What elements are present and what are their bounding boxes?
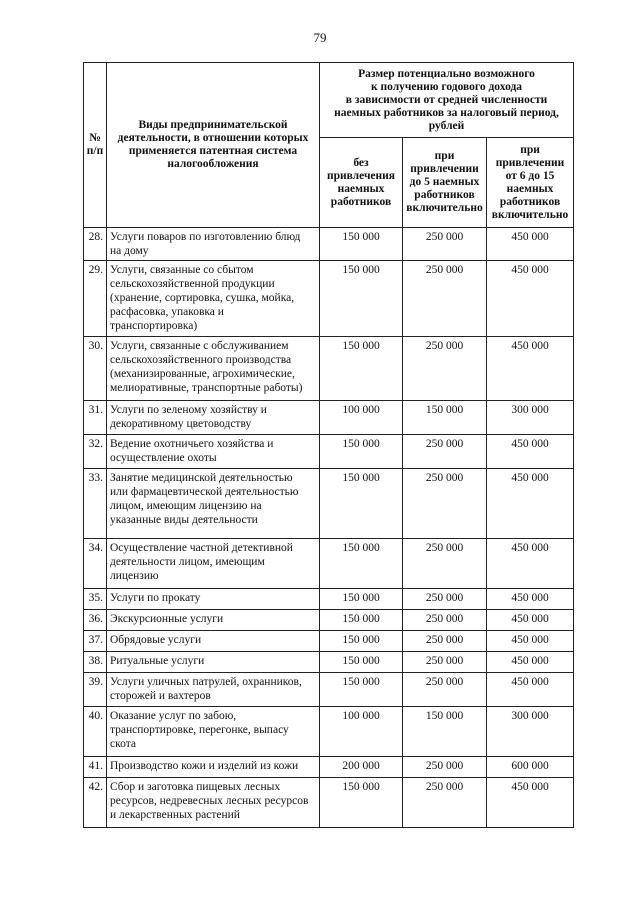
row-value-no-employees: 150 000 — [320, 228, 403, 261]
row-value-6-to-15: 450 000 — [487, 337, 574, 401]
row-value-6-to-15: 450 000 — [487, 652, 574, 673]
row-activity: Производство кожи и изделий из кожи — [107, 757, 320, 778]
row-activity: Сбор и заготовка пищевых лесных ресурсов, недревесных лесных ресурсов и лекарственных растений — [107, 778, 320, 828]
row-value-up-to-5: 250 000 — [403, 228, 487, 261]
table-row — [84, 589, 574, 610]
row-number: 29. — [84, 261, 107, 337]
row-value-no-employees: 200 000 — [320, 757, 403, 778]
row-value-no-employees: 150 000 — [320, 652, 403, 673]
row-number: 28. — [84, 228, 107, 261]
row-value-6-to-15: 450 000 — [487, 673, 574, 707]
row-activity: Ведение охотничьего хозяйства и осуществление охоты — [107, 435, 320, 469]
table-row — [84, 539, 574, 589]
row-value-6-to-15: 450 000 — [487, 469, 574, 539]
row-value-no-employees: 150 000 — [320, 337, 403, 401]
table-row — [84, 673, 574, 707]
row-value-6-to-15: 450 000 — [487, 261, 574, 337]
row-value-6-to-15: 450 000 — [487, 610, 574, 631]
row-value-up-to-5: 250 000 — [403, 435, 487, 469]
row-number: 37. — [84, 631, 107, 652]
header-row-top — [84, 63, 574, 138]
row-value-6-to-15: 450 000 — [487, 539, 574, 589]
row-activity: Осуществление частной детективной деятельности лицом, имеющим лицензию — [107, 539, 320, 589]
header-num: № п/п — [84, 63, 107, 228]
row-value-6-to-15: 600 000 — [487, 757, 574, 778]
row-value-up-to-5: 250 000 — [403, 337, 487, 401]
row-value-no-employees: 150 000 — [320, 673, 403, 707]
table-row — [84, 652, 574, 673]
row-value-6-to-15: 450 000 — [487, 435, 574, 469]
row-value-up-to-5: 250 000 — [403, 610, 487, 631]
row-value-no-employees: 150 000 — [320, 435, 403, 469]
row-value-up-to-5: 150 000 — [403, 401, 487, 435]
row-value-6-to-15: 300 000 — [487, 401, 574, 435]
header-col-6-to-15: при привлечении от 6 до 15 наемных работников включительно — [487, 138, 574, 228]
header-activity: Виды предпринимательской деятельности, в отношении которых применяется патентная система налогообложения — [107, 63, 320, 228]
row-activity: Обрядовые услуги — [107, 631, 320, 652]
row-number: 34. — [84, 539, 107, 589]
row-value-up-to-5: 250 000 — [403, 652, 487, 673]
row-value-no-employees: 150 000 — [320, 469, 403, 539]
table-row — [84, 401, 574, 435]
row-value-no-employees: 150 000 — [320, 539, 403, 589]
row-activity: Услуги, связанные со сбытом сельскохозяйственной продукции (хранение, сортировка, сушка, мойка, расфасовка, упаковка и транспортировка) — [107, 261, 320, 337]
row-value-up-to-5: 250 000 — [403, 673, 487, 707]
row-number: 35. — [84, 589, 107, 610]
table-row — [84, 707, 574, 757]
table-row — [84, 469, 574, 539]
header-col-up-to-5: при привлечении до 5 наемных работников включительно — [403, 138, 487, 228]
row-value-no-employees: 150 000 — [320, 261, 403, 337]
patent-income-table — [83, 62, 574, 828]
row-activity: Услуги уличных патрулей, охранников, сторожей и вахтеров — [107, 673, 320, 707]
table-row — [84, 778, 574, 828]
row-activity: Оказание услуг по забою, транспортировке, перегонке, выпасу скота — [107, 707, 320, 757]
row-value-up-to-5: 250 000 — [403, 757, 487, 778]
row-number: 41. — [84, 757, 107, 778]
row-value-up-to-5: 250 000 — [403, 539, 487, 589]
row-number: 42. — [84, 778, 107, 828]
row-value-up-to-5: 250 000 — [403, 469, 487, 539]
row-number: 39. — [84, 673, 107, 707]
row-number: 33. — [84, 469, 107, 539]
page-number: 79 — [313, 30, 327, 45]
row-value-no-employees: 100 000 — [320, 401, 403, 435]
row-value-up-to-5: 250 000 — [403, 778, 487, 828]
row-activity: Ритуальные услуги — [107, 652, 320, 673]
row-value-up-to-5: 250 000 — [403, 261, 487, 337]
header-income-group: Размер потенциально возможного к получению годового дохода в зависимости от средней численности наемных работников за налоговый период, рублей — [320, 63, 574, 138]
row-value-6-to-15: 300 000 — [487, 707, 574, 757]
table-row — [84, 228, 574, 261]
table-row — [84, 610, 574, 631]
row-value-up-to-5: 250 000 — [403, 589, 487, 610]
row-value-up-to-5: 150 000 — [403, 707, 487, 757]
row-activity: Услуги поваров по изготовлению блюд на дому — [107, 228, 320, 261]
table-row — [84, 261, 574, 337]
row-value-no-employees: 150 000 — [320, 589, 403, 610]
row-value-6-to-15: 450 000 — [487, 589, 574, 610]
row-number: 31. — [84, 401, 107, 435]
row-activity: Услуги по зеленому хозяйству и декоративному цветоводству — [107, 401, 320, 435]
row-value-up-to-5: 250 000 — [403, 631, 487, 652]
row-number: 30. — [84, 337, 107, 401]
row-activity: Услуги по прокату — [107, 589, 320, 610]
row-activity: Занятие медицинской деятельностью или фармацевтической деятельностью лицом, имеющим лицензию на указанные виды деятельности — [107, 469, 320, 539]
row-value-no-employees: 150 000 — [320, 778, 403, 828]
header-col-no-employees: без привлечения наемных работников — [320, 138, 403, 228]
table-row — [84, 435, 574, 469]
row-value-no-employees: 100 000 — [320, 707, 403, 757]
row-number: 38. — [84, 652, 107, 673]
table-row — [84, 337, 574, 401]
row-value-no-employees: 150 000 — [320, 610, 403, 631]
row-value-6-to-15: 450 000 — [487, 228, 574, 261]
table-row — [84, 757, 574, 778]
row-value-no-employees: 150 000 — [320, 631, 403, 652]
row-number: 40. — [84, 707, 107, 757]
row-number: 32. — [84, 435, 107, 469]
row-activity: Экскурсионные услуги — [107, 610, 320, 631]
table-row — [84, 631, 574, 652]
row-value-6-to-15: 450 000 — [487, 778, 574, 828]
row-activity: Услуги, связанные с обслуживанием сельскохозяйственного производства (механизированные, агрохимические, мелиоративные, транспортные работы) — [107, 337, 320, 401]
row-value-6-to-15: 450 000 — [487, 631, 574, 652]
row-number: 36. — [84, 610, 107, 631]
